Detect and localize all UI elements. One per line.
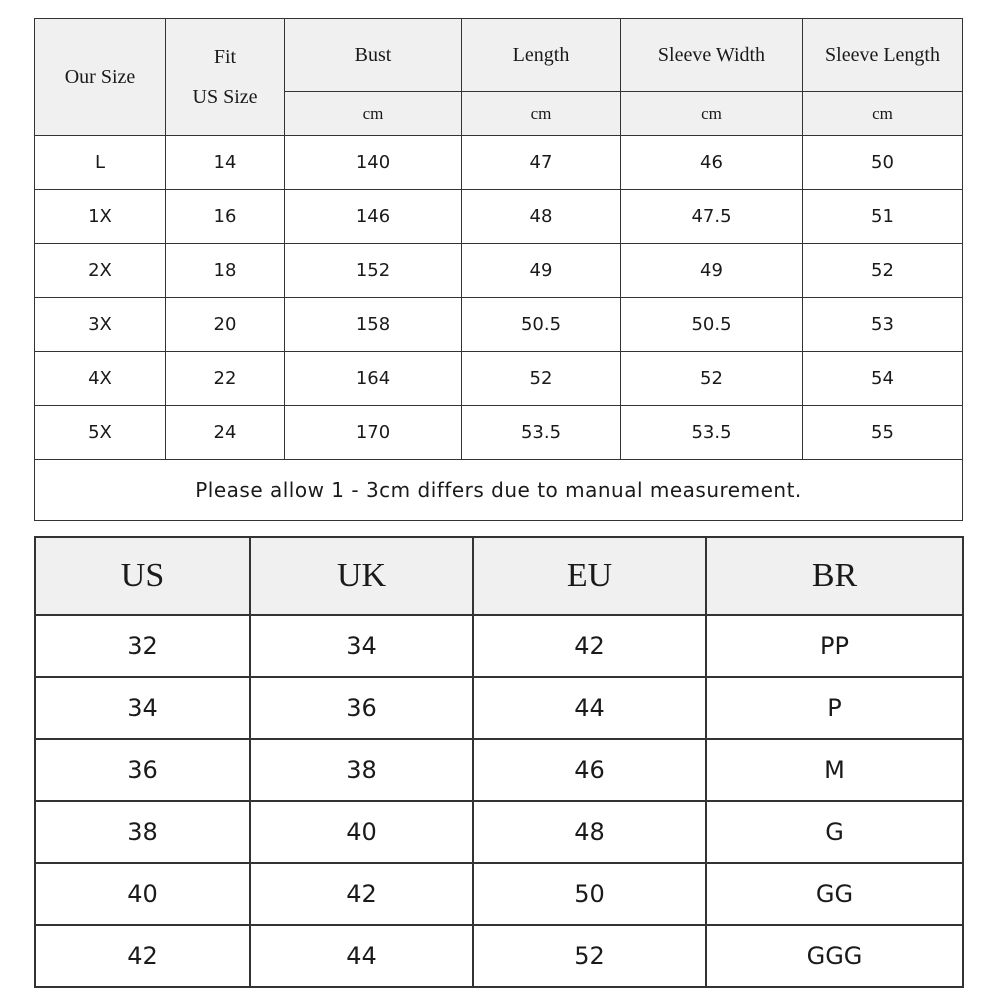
our-size-cell: 1X xyxy=(35,190,166,244)
br-cell: P xyxy=(706,677,963,739)
br-cell: GGG xyxy=(706,925,963,987)
header-sleeve-length: Sleeve Length xyxy=(803,19,963,92)
table-row xyxy=(35,615,963,677)
sleeve-width-cell: 50.5 xyxy=(621,298,803,352)
fit-us-size-cell: 16 xyxy=(166,190,285,244)
header-bust: Bust xyxy=(285,19,462,92)
length-cell: 47 xyxy=(462,136,621,190)
header-fit-line1: Fit xyxy=(213,46,237,68)
br-cell: PP xyxy=(706,615,963,677)
br-cell: G xyxy=(706,801,963,863)
uk-cell: 44 xyxy=(250,925,473,987)
table-row xyxy=(35,406,963,460)
uk-cell: 42 xyxy=(250,863,473,925)
our-size-cell: 4X xyxy=(35,352,166,406)
table-row xyxy=(35,739,963,801)
fit-us-size-cell: 22 xyxy=(166,352,285,406)
table-row xyxy=(35,298,963,352)
table-row xyxy=(35,863,963,925)
uk-cell: 40 xyxy=(250,801,473,863)
table-row xyxy=(35,352,963,406)
unit-bust: cm xyxy=(285,92,462,136)
us-cell: 42 xyxy=(35,925,250,987)
bust-cell: 140 xyxy=(285,136,462,190)
our-size-cell: L xyxy=(35,136,166,190)
our-size-cell: 3X xyxy=(35,298,166,352)
eu-cell: 52 xyxy=(473,925,706,987)
unit-sleeve-width: cm xyxy=(621,92,803,136)
us-cell: 34 xyxy=(35,677,250,739)
measurement-note: Please allow 1 - 3cm differs due to manual measurement. xyxy=(35,460,963,521)
eu-cell: 48 xyxy=(473,801,706,863)
bust-cell: 170 xyxy=(285,406,462,460)
uk-cell: 38 xyxy=(250,739,473,801)
our-size-cell: 5X xyxy=(35,406,166,460)
fit-us-size-cell: 20 xyxy=(166,298,285,352)
length-cell: 50.5 xyxy=(462,298,621,352)
table-row xyxy=(35,244,963,298)
sleeve-width-cell: 53.5 xyxy=(621,406,803,460)
br-cell: GG xyxy=(706,863,963,925)
unit-sleeve-length: cm xyxy=(803,92,963,136)
eu-cell: 42 xyxy=(473,615,706,677)
unit-length: cm xyxy=(462,92,621,136)
header-length: Length xyxy=(462,19,621,92)
sleeve-length-cell: 50 xyxy=(803,136,963,190)
sleeve-width-cell: 46 xyxy=(621,136,803,190)
eu-cell: 50 xyxy=(473,863,706,925)
header-fit-line2: US Size xyxy=(192,86,258,108)
sleeve-length-cell: 52 xyxy=(803,244,963,298)
header-sleeve-width: Sleeve Width xyxy=(621,19,803,92)
bust-cell: 152 xyxy=(285,244,462,298)
header-us: US xyxy=(35,537,250,615)
length-cell: 53.5 xyxy=(462,406,621,460)
size-table-body xyxy=(35,136,963,460)
conversion-table-body xyxy=(35,615,963,987)
sleeve-length-cell: 54 xyxy=(803,352,963,406)
sleeve-width-cell: 52 xyxy=(621,352,803,406)
br-cell: M xyxy=(706,739,963,801)
header-our-size: Our Size xyxy=(35,19,166,136)
length-cell: 48 xyxy=(462,190,621,244)
us-cell: 40 xyxy=(35,863,250,925)
length-cell: 52 xyxy=(462,352,621,406)
sleeve-length-cell: 53 xyxy=(803,298,963,352)
uk-cell: 34 xyxy=(250,615,473,677)
header-uk: UK xyxy=(250,537,473,615)
table-row xyxy=(35,190,963,244)
uk-cell: 36 xyxy=(250,677,473,739)
fit-us-size-cell: 24 xyxy=(166,406,285,460)
header-br: BR xyxy=(706,537,963,615)
sleeve-width-cell: 49 xyxy=(621,244,803,298)
table-row xyxy=(35,801,963,863)
us-cell: 32 xyxy=(35,615,250,677)
our-size-cell: 2X xyxy=(35,244,166,298)
length-cell: 49 xyxy=(462,244,621,298)
size-conversion-table xyxy=(34,536,964,988)
fit-us-size-cell: 14 xyxy=(166,136,285,190)
fit-us-size-cell: 18 xyxy=(166,244,285,298)
header-fit-us-size xyxy=(166,19,285,136)
table-row xyxy=(35,925,963,987)
table-row xyxy=(35,136,963,190)
sleeve-length-cell: 55 xyxy=(803,406,963,460)
sleeve-length-cell: 51 xyxy=(803,190,963,244)
bust-cell: 146 xyxy=(285,190,462,244)
bust-cell: 158 xyxy=(285,298,462,352)
header-eu: EU xyxy=(473,537,706,615)
sleeve-width-cell: 47.5 xyxy=(621,190,803,244)
bust-cell: 164 xyxy=(285,352,462,406)
table-row xyxy=(35,677,963,739)
eu-cell: 44 xyxy=(473,677,706,739)
size-chart-table xyxy=(34,18,963,521)
eu-cell: 46 xyxy=(473,739,706,801)
us-cell: 36 xyxy=(35,739,250,801)
us-cell: 38 xyxy=(35,801,250,863)
